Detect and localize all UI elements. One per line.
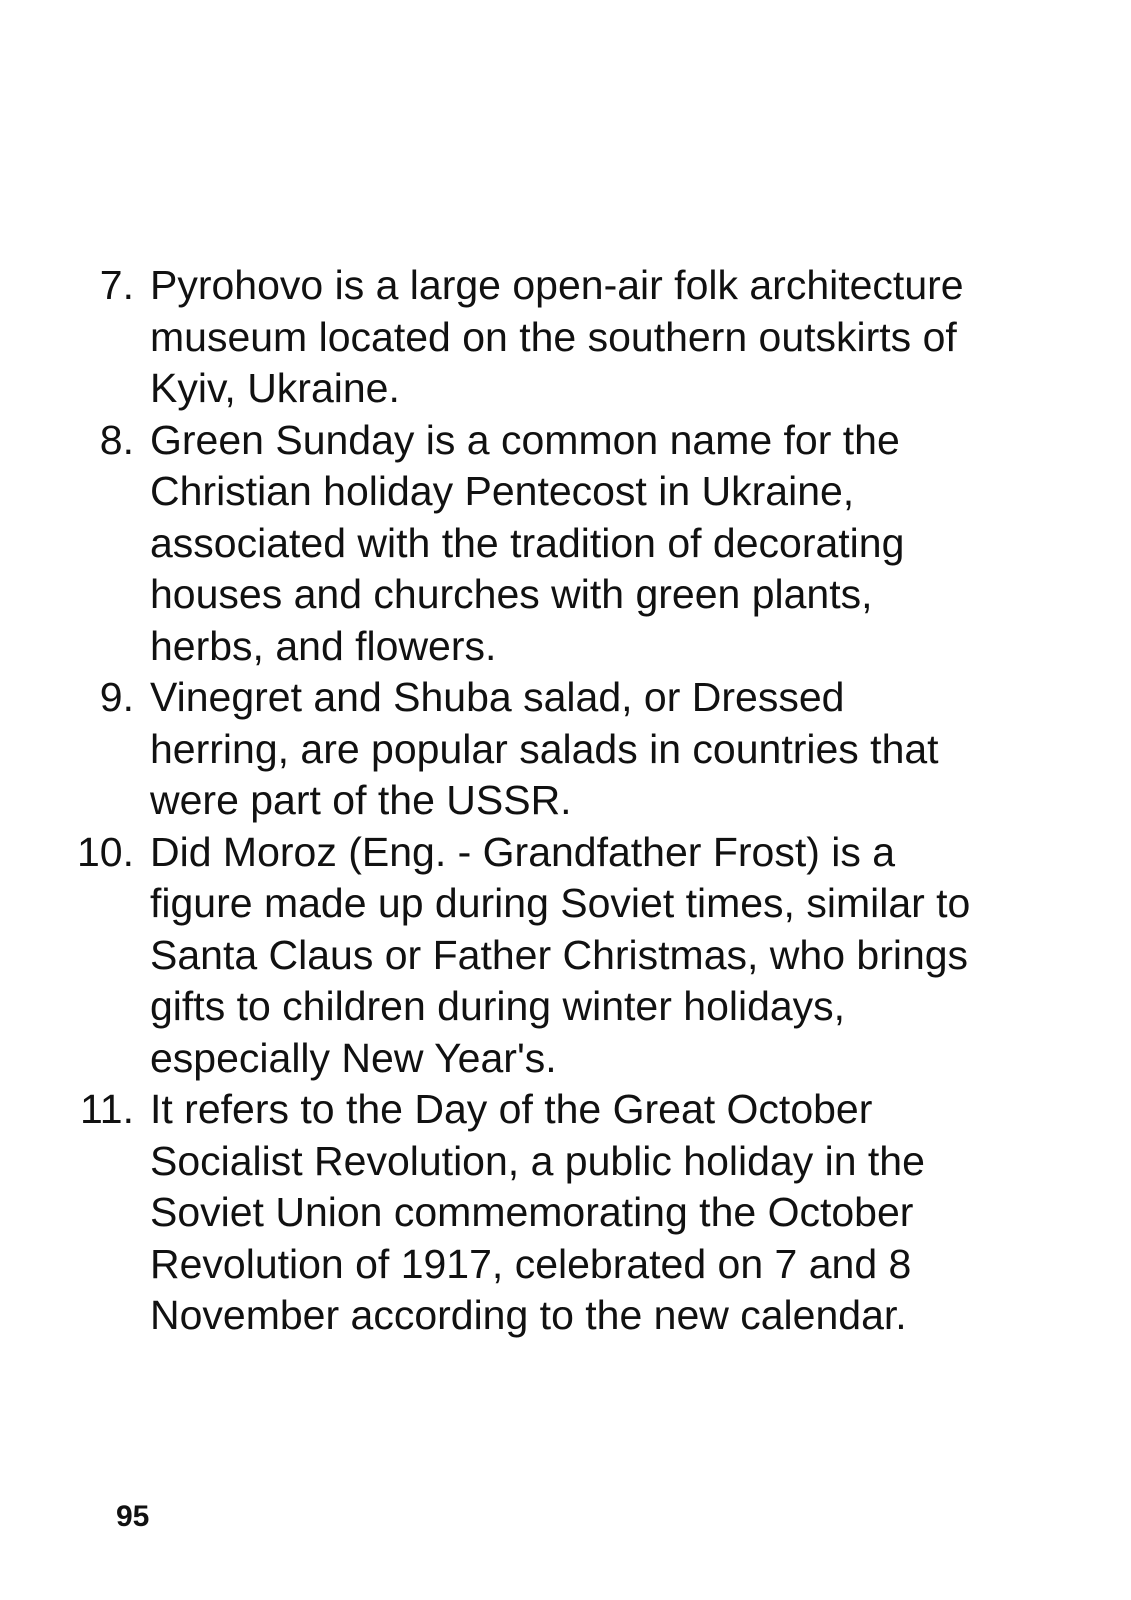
note-number: 10. xyxy=(77,828,134,875)
note-item-10 xyxy=(0,827,1131,1085)
note-text: Pyrohovo is a large open-air folk architecture museum located on the southern outskirts of Kyiv, Ukraine. xyxy=(150,262,964,411)
note-number: 9. xyxy=(99,674,134,720)
page-number: 95 xyxy=(116,1500,150,1533)
note-item-7 xyxy=(0,260,1131,415)
notes-list xyxy=(0,260,1131,1342)
note-text: It refers to the Day of the Great October Socialist Revolution, a public holiday in the Soviet Union commemorating the October Revolution of 1917, celebrated on 7 and 8 November according to the new calendar. xyxy=(150,1086,925,1338)
note-text: Green Sunday is a common name for the Christian holiday Pentecost in Ukraine, associated with the tradition of decorating houses and churches with green plants, herbs, and flowers. xyxy=(150,416,905,669)
note-item-9 xyxy=(0,672,1131,827)
note-number: 7. xyxy=(99,262,134,308)
note-text: Vinegret and Shuba salad, or Dressed herring, are popular salads in countries that were part of the USSR. xyxy=(150,674,939,823)
note-number: 8. xyxy=(99,416,134,463)
note-text: Did Moroz (Eng. - Grandfather Frost) is a figure made up during Soviet times, similar to Santa Claus or Father Christmas, who brings gifts to children during winter holidays, especially New Year's. xyxy=(150,828,971,1081)
note-item-8 xyxy=(0,415,1131,673)
note-number: 11. xyxy=(80,1086,134,1132)
note-item-11 xyxy=(0,1084,1131,1342)
